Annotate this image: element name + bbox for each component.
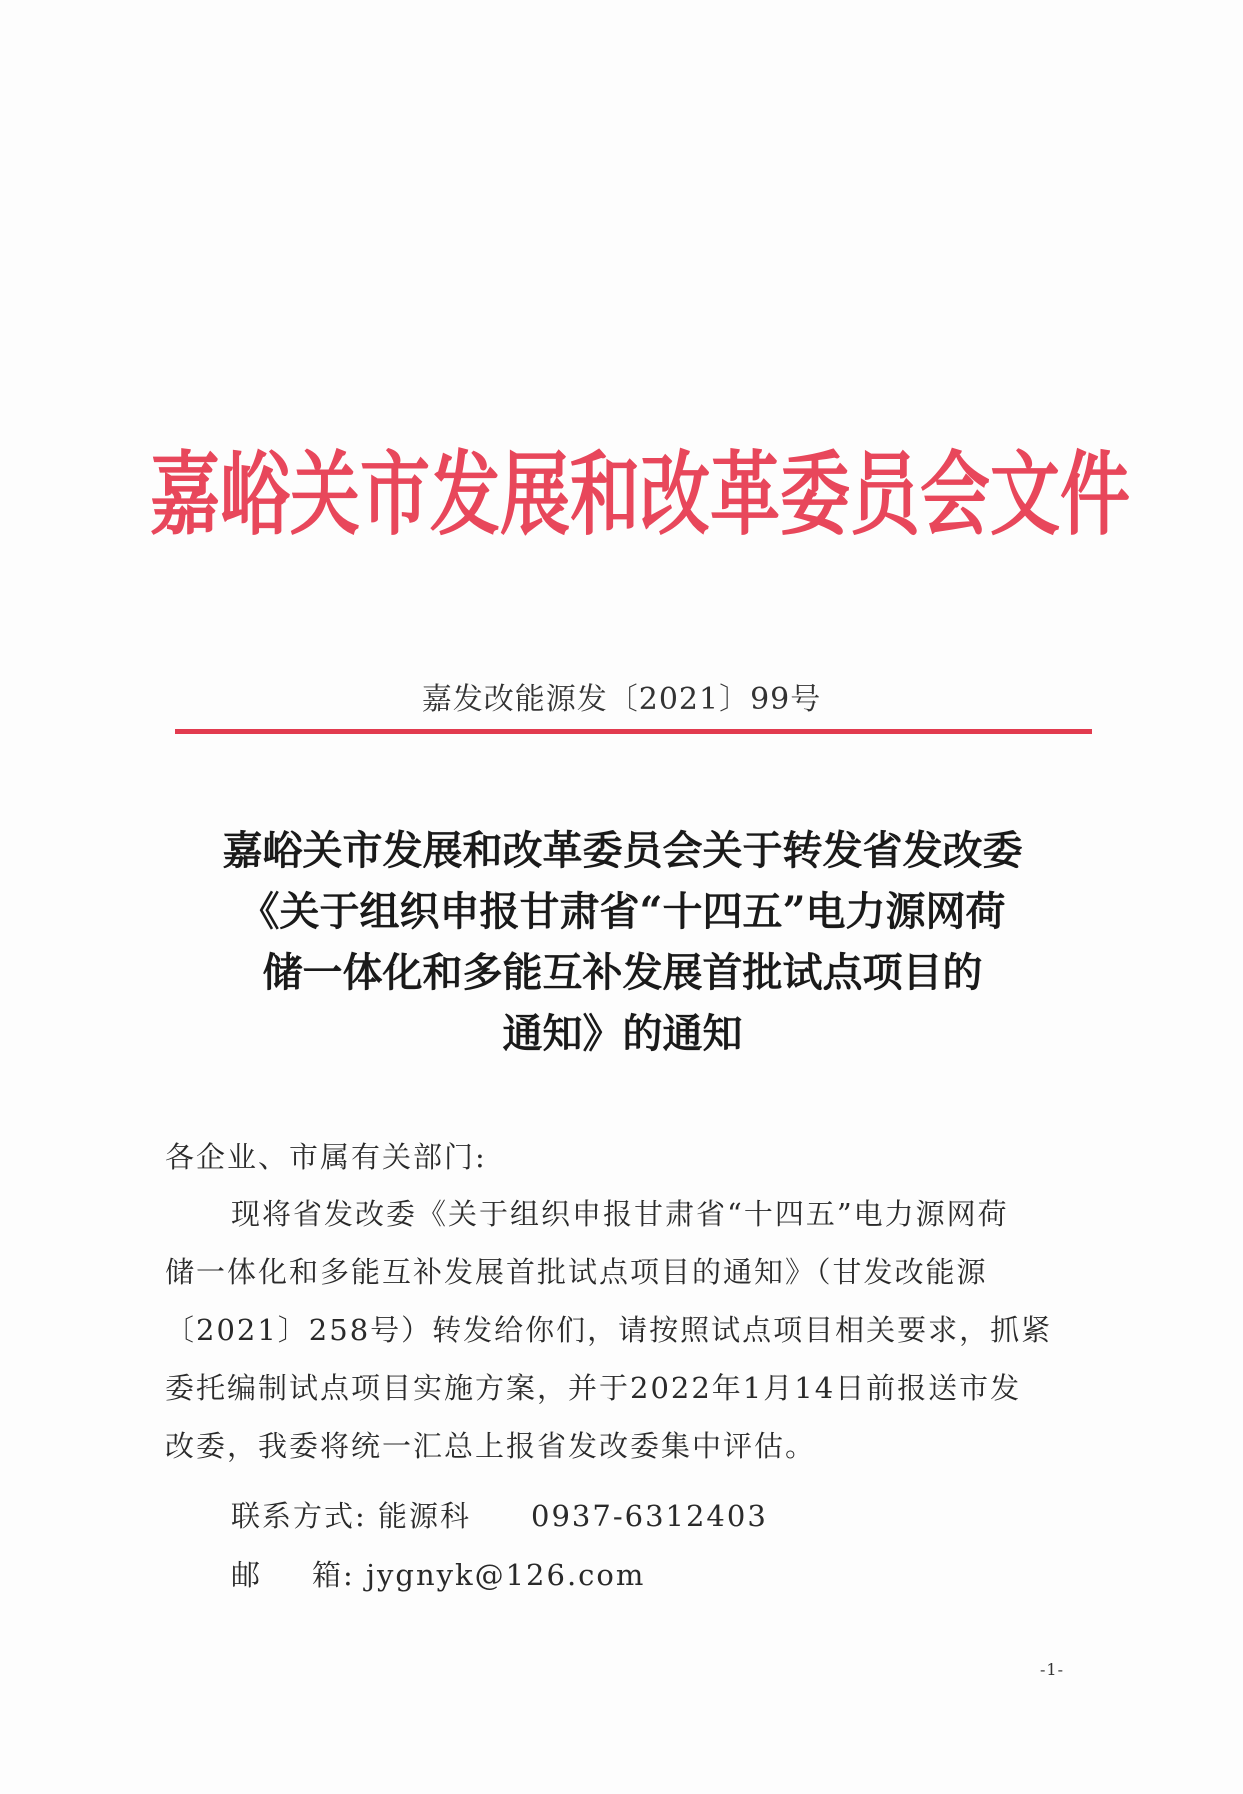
salutation: 各企业、市属有关部门: (165, 1140, 487, 1174)
body-paragraph (165, 1185, 1080, 1475)
title-line: 通知》的通知 (502, 1010, 743, 1057)
paragraph-line: 现将省发改委《关于组织申报甘肃省“十四五”电力源网荷 (231, 1197, 1009, 1231)
email-label-part: 邮 (231, 1558, 263, 1592)
title-line: 嘉峪关市发展和改革委员会关于转发省发改委 (222, 827, 1023, 874)
paragraph-line: 储一体化和多能互补发展首批试点项目的通知》（甘发改能源 (165, 1255, 988, 1289)
red-divider-rule (175, 729, 1092, 734)
masthead-title: 嘉峪关市发展和改革委员会文件 (150, 440, 1130, 549)
title-line: 《关于组织申报甘肃省“十四五”电力源网荷 (239, 888, 1006, 935)
document-number: 嘉发改能源发〔2021〕99号 (421, 682, 822, 717)
contact-phone-line (231, 1494, 768, 1535)
title-line: 储一体化和多能互补发展首批试点项目的 (262, 949, 983, 996)
contact-department: 能源科 (378, 1499, 472, 1533)
contact-email-line (231, 1553, 645, 1594)
notice-title (150, 820, 1095, 1064)
paragraph-line: 委托编制试点项目实施方案，并于2022年1月14日前报送市发 (165, 1371, 1022, 1405)
page-number: -1- (1040, 1660, 1064, 1679)
paragraph-line: 改委，我委将统一汇总上报省发改委集中评估。 (165, 1429, 817, 1463)
contact-email: jygnyk@126.com (366, 1558, 646, 1592)
paragraph-line: 〔2021〕258号）转发给你们，请按照试点项目相关要求，抓紧 (165, 1313, 1053, 1347)
contact-phone: 0937-6312403 (531, 1499, 768, 1533)
email-label-part: 箱: (312, 1558, 355, 1592)
contact-label: 联系方式: (231, 1499, 367, 1533)
